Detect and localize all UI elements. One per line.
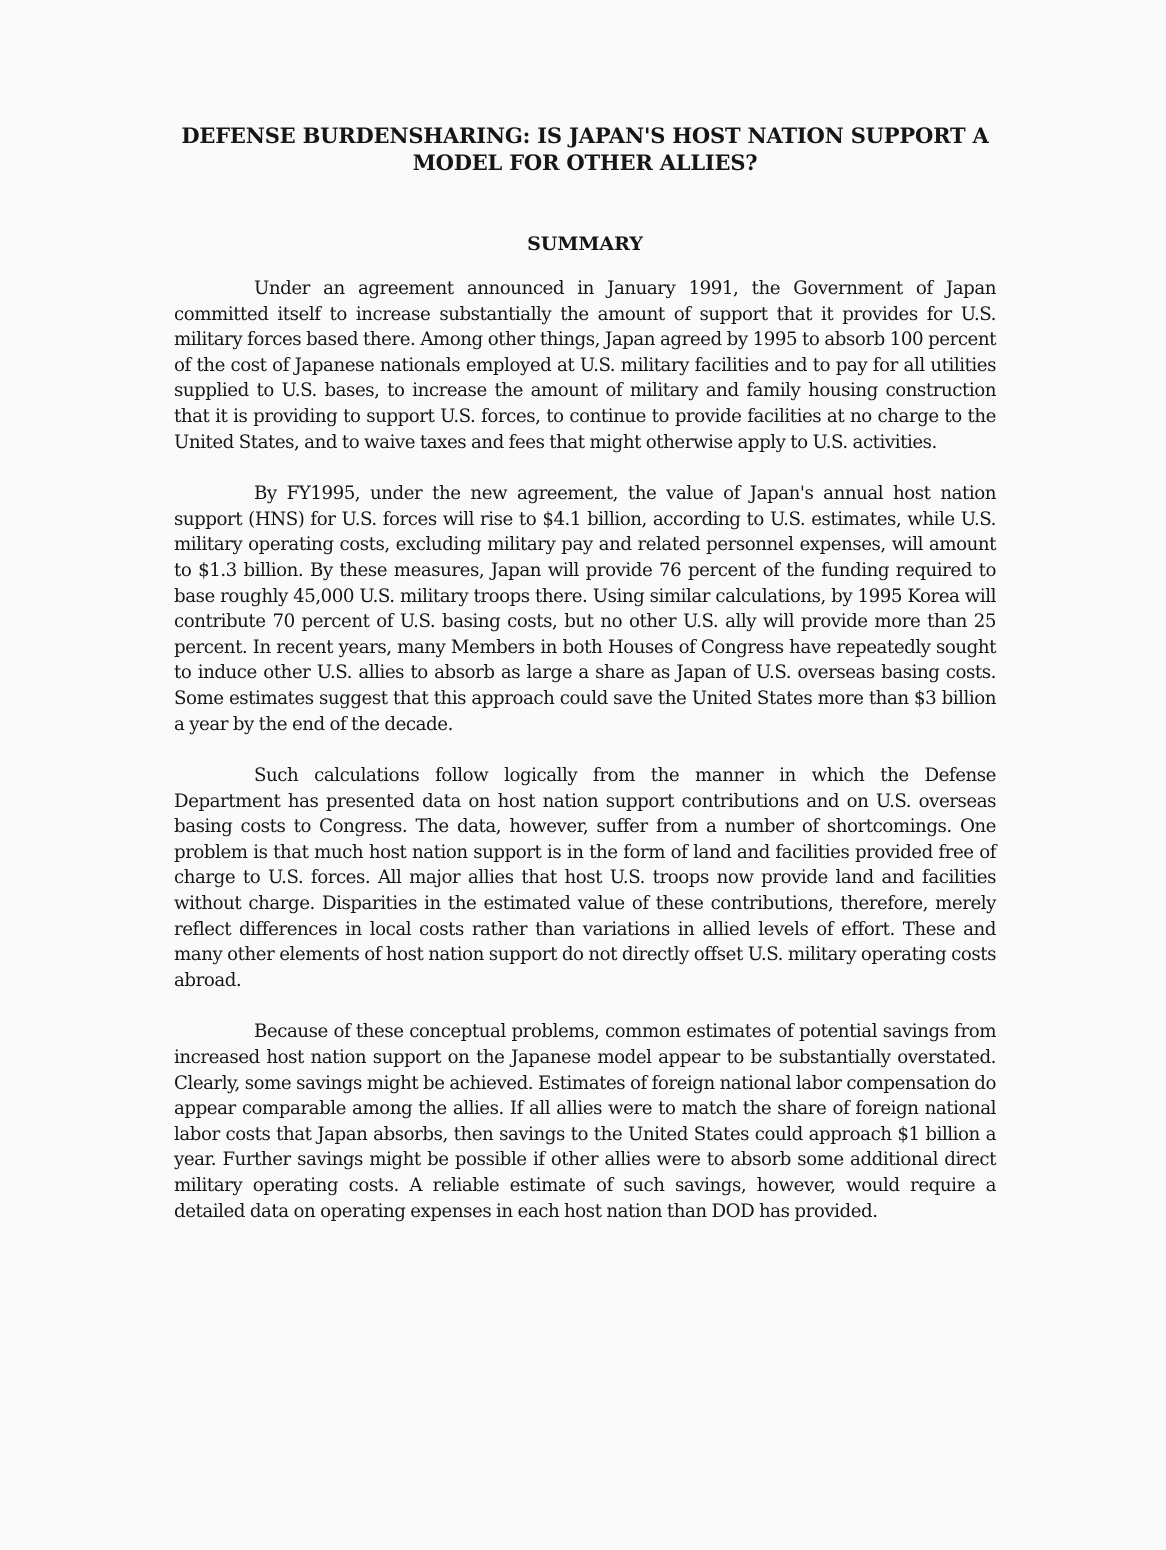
- summary-heading: SUMMARY: [527, 233, 643, 255]
- summary-paragraph-2: By FY1995, under the new agreement, the value of Japan's annual host nation support (HNS) for U.S. forces will rise to $4.1 billion, according to U.S. estimates, while U.S. military operating costs, excluding military pay and related personnel expenses, will amount to $1.3 billion. By these measures, Japan will provide 76 percent of the funding required to base roughly 45,000 U.S. military troops there. Using similar calculations, by 1995 Korea will contribute 70 percent of U.S. basing costs, but no other U.S. ally will provide more than 25 percent. In recent years, many Members in both Houses of Congress have repeatedly sought to induce other U.S. allies to absorb as large a share as Japan of U.S. overseas basing costs. Some estimates suggest that this approach could save the United States more than $3 billion a year by the end of the decade.: [174, 483, 996, 735]
- summary-paragraph-4: Because of these conceptual problems, common estimates of potential savings from increased host nation support on the Japanese model appear to be substantially overstated. Clearly, some savings might be achieved. Estimates of foreign national labor compensation do appear comparable among the allies. If all allies were to match the share of foreign national labor costs that Japan absorbs, then savings to the United States could approach $1 billion a year. Further savings might be possible if other allies were to absorb some additional direct military operating costs. A reliable estimate of such savings, however, would require a detailed data on operating expenses in each host nation than DOD has provided.: [174, 1021, 996, 1222]
- document-title: DEFENSE BURDENSHARING: IS JAPAN'S HOST NATION SUPPORT A MODEL FOR OTHER ALLIES?: [181, 123, 989, 175]
- summary-paragraph-1: Under an agreement announced in January 1991, the Government of Japan committed itself to increase substantially the amount of support that it provides for U.S. military forces based there. Among other things, Japan agreed by 1995 to absorb 100 percent of the cost of Japanese nationals employed at U.S. military facilities and to pay for all utilities supplied to U.S. bases, to increase the amount of military and family housing construction that it is providing to support U.S. forces, to continue to provide facilities at no charge to the United States, and to waive taxes and fees that might otherwise apply to U.S. activities.: [174, 278, 996, 453]
- summary-paragraph-3: Such calculations follow logically from the manner in which the Defense Department has presented data on host nation support contributions and on U.S. overseas basing costs to Congress. The data, however, suffer from a number of shortcomings. One problem is that much host nation support is in the form of land and facilities provided free of charge to U.S. forces. All major allies that host U.S. troops now provide land and facilities without charge. Disparities in the estimated value of these contributions, therefore, merely reflect differences in local costs rather than variations in allied levels of effort. These and many other elements of host nation support do not directly offset U.S. military operating costs abroad.: [174, 765, 996, 991]
- document-page: [174, 122, 996, 1250]
